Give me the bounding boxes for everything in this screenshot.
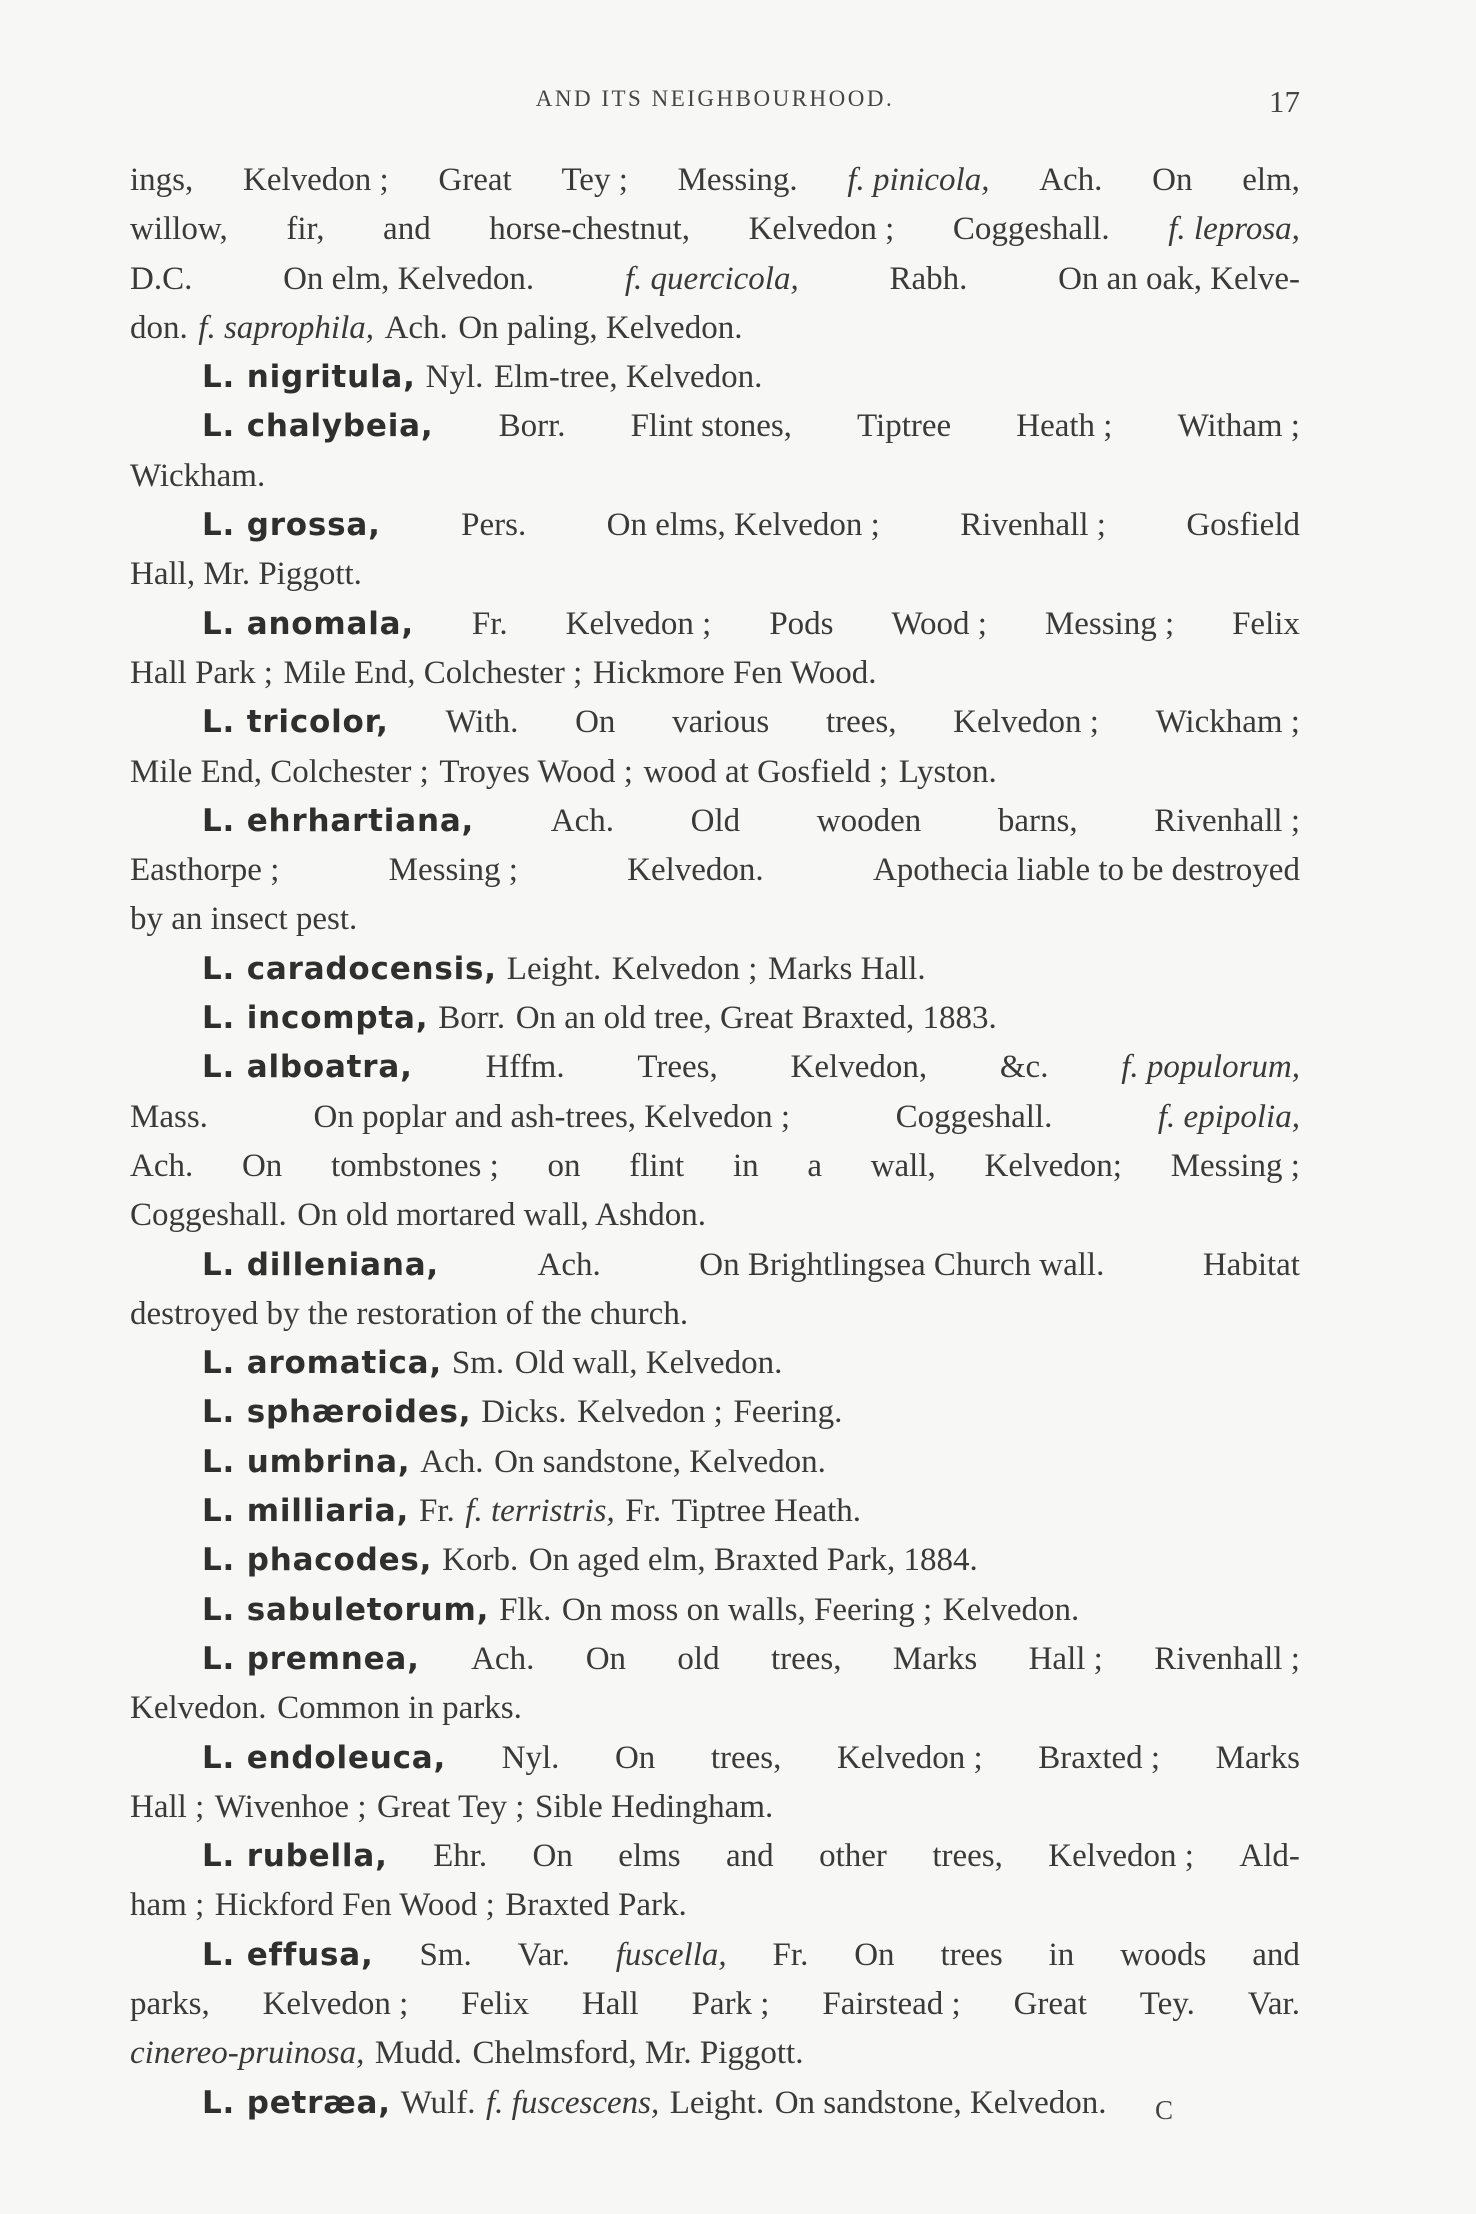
text-segment: trees, xyxy=(770,1640,842,1677)
text-segment: Kelvedon ; xyxy=(953,704,1099,741)
text-segment: Dicks. xyxy=(481,1394,567,1431)
text-line xyxy=(130,452,1300,501)
text-segment: Sm. xyxy=(451,1345,505,1382)
signature-mark: C xyxy=(1155,2095,1174,2125)
text-segment: horse-chestnut, xyxy=(489,211,690,248)
italic-term: f. fuscescens, xyxy=(486,2084,660,2121)
text-segment: Habitat xyxy=(1202,1246,1300,1283)
text-segment: Tey. xyxy=(1139,1985,1195,2022)
text-segment: trees xyxy=(940,1936,1003,1973)
species-name: L. effusa, xyxy=(202,1936,374,1973)
text-segment: wooden xyxy=(816,802,922,839)
text-segment: Coggeshall. xyxy=(130,1197,287,1234)
text-segment: On sandstone, Kelvedon. xyxy=(774,2084,1107,2121)
text-line xyxy=(130,1191,1300,1240)
text-segment: Wood ; xyxy=(891,605,987,642)
text-segment: Kelvedon ; xyxy=(577,1394,723,1431)
text-segment: trees, xyxy=(710,1739,782,1776)
species-name: L. milliaria, xyxy=(202,1493,410,1530)
species-name: L. sabuletorum, xyxy=(202,1591,490,1628)
text-segment: Nyl. xyxy=(501,1739,560,1776)
text-segment: On elm, Kelvedon. xyxy=(283,260,535,297)
text-line xyxy=(130,945,1300,994)
text-segment: Chelmsford, Mr. Piggott. xyxy=(472,2035,804,2072)
text-segment: Trees, xyxy=(637,1049,718,1086)
text-line xyxy=(130,1783,1300,1832)
text-segment: Common in parks. xyxy=(277,1690,522,1727)
body-text xyxy=(130,156,1300,2128)
text-segment: Ach. xyxy=(1039,162,1103,198)
text-line xyxy=(130,1832,1300,1881)
text-segment: Flint stones, xyxy=(630,408,792,445)
text-segment: D.C. xyxy=(130,260,193,297)
text-line xyxy=(130,600,1300,649)
text-segment: Kelvedon. xyxy=(130,1690,267,1727)
text-segment: Coggeshall. xyxy=(895,1098,1053,1135)
text-segment: On old mortared wall, Ashdon. xyxy=(297,1197,707,1234)
text-segment: Ach. xyxy=(471,1640,535,1677)
text-segment: Kelvedon ; xyxy=(1048,1838,1194,1875)
text-segment: Hickmore Fen Wood. xyxy=(592,654,877,691)
text-segment: Great Tey ; xyxy=(377,1788,525,1825)
text-segment: On xyxy=(614,1739,656,1776)
species-name: L. phacodes, xyxy=(202,1542,433,1579)
text-line xyxy=(130,304,1300,353)
text-segment: barns, xyxy=(997,802,1078,839)
text-segment: willow, xyxy=(130,211,228,248)
text-segment: Apothecia liable to be destroyed xyxy=(872,852,1300,889)
text-line xyxy=(130,846,1300,895)
text-segment: Kelvedon, xyxy=(790,1049,928,1086)
text-segment: Kelvedon ; xyxy=(611,950,758,987)
text-segment: and xyxy=(1252,1936,1300,1973)
text-line xyxy=(130,2029,1300,2078)
species-name: L. sphæroides, xyxy=(202,1394,472,1431)
text-segment: Sm. xyxy=(419,1936,472,1973)
text-line xyxy=(130,1980,1300,2029)
text-segment: Tey ; xyxy=(561,162,628,198)
text-segment: Lyston. xyxy=(898,753,997,790)
text-segment: Feering. xyxy=(733,1394,843,1431)
species-name: L. premnea, xyxy=(202,1640,420,1677)
text-line xyxy=(130,1635,1300,1684)
species-name: L. caradocensis, xyxy=(202,950,497,987)
text-segment: Kelvedon ; xyxy=(242,162,389,198)
text-segment: Felix xyxy=(461,1985,530,2022)
text-line xyxy=(130,1734,1300,1783)
text-segment: Mile End, Colchester ; xyxy=(130,753,429,790)
text-line xyxy=(130,550,1300,599)
text-segment: Old wall, Kelvedon. xyxy=(514,1345,783,1382)
text-line xyxy=(130,1142,1300,1191)
text-segment: Pods xyxy=(769,605,834,642)
text-line xyxy=(130,649,1300,698)
text-segment: Fr. xyxy=(471,605,508,642)
text-segment: Kelvedon ; xyxy=(748,211,895,248)
text-segment: Pers. xyxy=(461,507,527,544)
text-segment: Mudd. xyxy=(374,2035,462,2072)
text-segment: Mass. xyxy=(130,1098,208,1135)
text-segment: trees, xyxy=(825,704,897,741)
italic-term: f. quercicola, xyxy=(624,260,799,297)
text-segment: Ach. xyxy=(384,309,448,346)
text-line xyxy=(130,1290,1300,1339)
text-segment: Nyl. xyxy=(425,359,484,396)
text-segment: on xyxy=(547,1147,581,1184)
text-segment: fir, xyxy=(286,211,325,248)
text-segment: Marks xyxy=(1215,1739,1300,1776)
text-segment: On xyxy=(585,1640,627,1677)
text-line xyxy=(130,748,1300,797)
italic-term: f. epipolia, xyxy=(1157,1098,1300,1135)
text-segment: wall, xyxy=(870,1147,936,1184)
running-title: AND ITS NEIGHBOURHOOD. xyxy=(535,86,895,111)
species-name: L. aromatica, xyxy=(202,1345,442,1382)
text-segment: Tiptree xyxy=(857,408,952,445)
text-segment: Kelvedon. xyxy=(942,1591,1080,1628)
text-segment: Tiptree Heath. xyxy=(671,1493,862,1530)
species-name: L. alboatra, xyxy=(202,1049,413,1086)
text-segment: Korb. xyxy=(442,1542,519,1579)
text-segment: flint xyxy=(629,1147,685,1184)
text-segment: a xyxy=(807,1147,822,1184)
text-line xyxy=(130,353,1300,402)
text-segment: don. xyxy=(130,309,188,346)
text-segment: elms xyxy=(618,1838,681,1875)
text-line xyxy=(130,797,1300,846)
text-line xyxy=(130,255,1300,304)
text-segment: Messing ; xyxy=(1170,1147,1300,1184)
text-segment: Var. xyxy=(517,1936,570,1973)
text-segment: and xyxy=(383,211,431,248)
text-segment: On xyxy=(1152,162,1193,198)
text-segment: Fairstead ; xyxy=(822,1985,961,2022)
text-segment: Kelvedon ; xyxy=(565,605,712,642)
text-segment: Witham ; xyxy=(1177,408,1300,445)
species-name: L. chalybeia, xyxy=(202,408,434,445)
text-segment: On sandstone, Kelvedon. xyxy=(494,1443,826,1480)
text-segment: On xyxy=(854,1936,895,1973)
text-segment: Ehr. xyxy=(433,1838,488,1875)
text-segment: Ach. xyxy=(130,1147,194,1184)
text-line xyxy=(130,895,1300,944)
text-segment: On Brightlingsea Church wall. xyxy=(699,1246,1105,1283)
text-segment: Ach. xyxy=(537,1246,601,1283)
text-line xyxy=(130,1684,1300,1733)
text-line xyxy=(130,1339,1300,1388)
text-segment: On moss on walls, Feering ; xyxy=(561,1591,933,1628)
text-line xyxy=(130,1388,1300,1437)
text-segment: destroyed by the restoration of the church. xyxy=(130,1295,689,1332)
text-segment: Kelvedon ; xyxy=(262,1985,409,2022)
text-line xyxy=(130,1881,1300,1930)
text-line xyxy=(130,1931,1300,1980)
text-segment: Kelvedon. xyxy=(627,852,764,889)
text-segment: Coggeshall. xyxy=(952,211,1110,248)
species-name: L. ehrhartiana, xyxy=(202,802,475,839)
text-segment: woods xyxy=(1120,1936,1207,1973)
text-segment: Hall xyxy=(581,1985,639,2022)
text-segment: Messing. xyxy=(677,162,798,198)
species-name: L. nigritula, xyxy=(202,359,416,396)
italic-term: f. saprophila, xyxy=(198,309,375,346)
text-segment: Park ; xyxy=(691,1985,770,2022)
text-segment: On an old tree, Great Braxted, 1883. xyxy=(515,1000,997,1037)
species-name: L. tricolor, xyxy=(202,704,389,741)
text-segment: Wivenhoe ; xyxy=(214,1788,367,1825)
text-line xyxy=(130,402,1300,451)
text-segment: by an insect pest. xyxy=(130,901,358,938)
text-segment: Braxted Park. xyxy=(505,1887,687,1924)
text-segment: Wickham ; xyxy=(1155,704,1300,741)
text-segment: &c. xyxy=(999,1049,1049,1086)
species-name: L. grossa, xyxy=(202,507,381,544)
text-segment: Great xyxy=(438,162,512,198)
text-segment: Fr. xyxy=(625,1493,662,1530)
text-segment: On elms, Kelvedon ; xyxy=(606,507,880,544)
text-line xyxy=(130,1093,1300,1142)
text-segment: Ach. xyxy=(420,1443,484,1480)
text-segment: Marks xyxy=(892,1640,978,1677)
italic-term: fuscella, xyxy=(615,1936,727,1973)
text-line xyxy=(130,698,1300,747)
text-line xyxy=(130,2079,1300,2128)
text-segment: ham ; xyxy=(130,1887,205,1924)
italic-term: f. terristris, xyxy=(465,1493,615,1530)
text-line xyxy=(130,156,1300,205)
text-line xyxy=(130,501,1300,550)
text-segment: Rivenhall ; xyxy=(1154,1640,1300,1677)
text-segment: old xyxy=(677,1640,720,1677)
text-segment: Hall ; xyxy=(1028,1640,1103,1677)
text-segment: Elm-tree, Kelvedon. xyxy=(493,359,763,396)
text-segment: various xyxy=(672,704,770,741)
text-segment: Messing ; xyxy=(1044,605,1175,642)
text-segment: tombstones ; xyxy=(331,1147,499,1184)
species-name: L. rubella, xyxy=(202,1838,388,1875)
text-segment: Leight. xyxy=(506,950,602,987)
text-line xyxy=(130,205,1300,254)
text-segment: Rabh. xyxy=(889,260,968,297)
text-segment: parks, xyxy=(130,1985,210,2022)
text-segment: ings, xyxy=(130,162,194,198)
text-segment: trees, xyxy=(932,1838,1003,1875)
text-segment: Borr. xyxy=(438,1000,506,1037)
text-segment: Var. xyxy=(1247,1985,1300,2022)
text-line xyxy=(130,1241,1300,1290)
text-segment: Marks Hall. xyxy=(768,950,926,987)
text-segment: On an oak, Kelve- xyxy=(1058,260,1300,297)
text-segment: Borr. xyxy=(498,408,566,445)
text-segment: Rivenhall ; xyxy=(960,507,1106,544)
text-segment: Troyes Wood ; xyxy=(439,753,633,790)
text-segment: Hickford Fen Wood ; xyxy=(214,1887,495,1924)
running-head xyxy=(130,86,1300,126)
text-segment: With. xyxy=(445,704,519,741)
text-segment: On xyxy=(575,704,616,741)
text-segment: On xyxy=(532,1838,573,1875)
text-segment: Kelvedon ; xyxy=(836,1739,983,1776)
text-segment: Fr. xyxy=(418,1493,455,1530)
text-segment: On poplar and ash-trees, Kelvedon ; xyxy=(313,1098,791,1135)
italic-term: f. pinicola, xyxy=(847,162,990,198)
text-segment: On paling, Kelvedon. xyxy=(458,309,743,346)
text-segment: Rivenhall ; xyxy=(1154,802,1300,839)
text-segment: Heath ; xyxy=(1016,408,1113,445)
text-segment: Sible Hedingham. xyxy=(534,1788,774,1825)
text-segment: other xyxy=(819,1838,887,1875)
page-number: 17 xyxy=(1269,84,1300,119)
text-segment: Ald- xyxy=(1239,1838,1300,1875)
text-segment: Hall Park ; xyxy=(130,654,273,691)
species-name: L. endoleuca, xyxy=(202,1739,447,1776)
text-line xyxy=(130,1586,1300,1635)
text-segment: Great xyxy=(1013,1985,1087,2022)
text-segment: Gosfield xyxy=(1186,507,1300,544)
text-segment: Felix xyxy=(1232,605,1300,642)
text-segment: Ach. xyxy=(550,802,614,839)
text-segment: Hall, Mr. Piggott. xyxy=(130,556,362,593)
text-segment: elm, xyxy=(1242,162,1300,198)
text-segment: On xyxy=(241,1147,283,1184)
text-segment: Flk. xyxy=(499,1591,552,1628)
species-name: L. umbrina, xyxy=(202,1443,411,1480)
text-segment: Braxted ; xyxy=(1038,1739,1161,1776)
text-segment: Messing ; xyxy=(388,852,518,889)
text-line xyxy=(130,994,1300,1043)
text-line xyxy=(130,1438,1300,1487)
text-segment: in xyxy=(1048,1936,1075,1973)
italic-term: f. leprosa, xyxy=(1168,211,1300,248)
text-segment: On aged elm, Braxted Park, 1884. xyxy=(528,1542,978,1579)
text-segment: Wulf. xyxy=(400,2084,476,2121)
text-line xyxy=(130,1536,1300,1585)
text-segment: Hffm. xyxy=(485,1049,565,1086)
text-segment: Easthorpe ; xyxy=(130,852,280,889)
text-segment: in xyxy=(732,1147,759,1184)
text-segment: Kelvedon; xyxy=(984,1147,1122,1184)
text-line xyxy=(130,1043,1300,1092)
species-name: L. anomala, xyxy=(202,605,414,642)
text-segment: Mile End, Colchester ; xyxy=(283,654,583,691)
text-segment: Leight. xyxy=(669,2084,765,2121)
species-name: L. dilleniana, xyxy=(202,1246,439,1283)
species-name: L. incompta, xyxy=(202,1000,429,1037)
text-segment: Wickham. xyxy=(130,457,266,494)
text-segment: wood at Gosfield ; xyxy=(643,753,889,790)
text-segment: and xyxy=(726,1838,774,1875)
species-name: L. petræa, xyxy=(202,2084,391,2121)
text-segment: Hall ; xyxy=(130,1788,205,1825)
text-segment: Old xyxy=(690,802,741,839)
italic-term: f. populorum, xyxy=(1121,1049,1300,1086)
text-segment: Fr. xyxy=(772,1936,809,1973)
italic-term: cinereo-pruinosa, xyxy=(130,2035,365,2072)
text-line xyxy=(130,1487,1300,1536)
